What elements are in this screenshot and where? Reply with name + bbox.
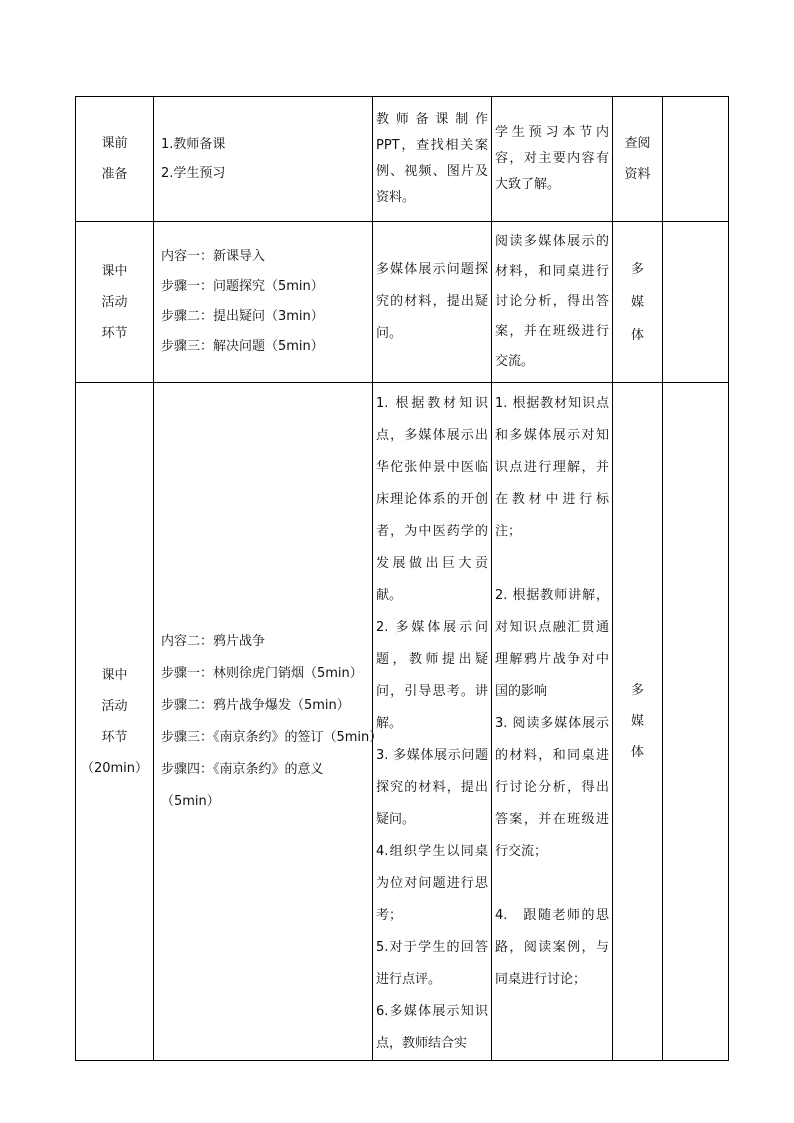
resource-line: 多 <box>630 261 644 277</box>
resource-cell <box>613 97 663 222</box>
resource-line: 查阅 <box>624 136 651 151</box>
stage-cell <box>76 222 154 383</box>
content-cell <box>154 222 373 383</box>
stage-line: 环节 <box>101 729 128 745</box>
teacher-activity-cell <box>373 222 492 383</box>
teacher-activity-cell <box>373 383 492 1061</box>
empty-cell <box>663 222 729 383</box>
stage-line: 准备 <box>101 167 128 182</box>
student-step: 3. 阅读多媒体展示的材料，和同桌进行讨论分析，得出答案，并在班级进行交流； <box>495 716 609 859</box>
content-line: 步骤二：鸦片战争爆发（5min） <box>161 697 350 713</box>
resource-line: 媒 <box>630 714 644 729</box>
content-line: 步骤二：提出疑问（3min） <box>161 309 324 324</box>
teacher-activity-cell <box>373 97 492 222</box>
empty-cell <box>663 97 729 222</box>
stage-line: 课中 <box>101 667 128 683</box>
resource-line: 体 <box>630 745 644 760</box>
resource-line: 资料 <box>624 167 651 182</box>
lesson-plan-table <box>75 96 729 1061</box>
teacher-step: 1. 根据教材知识点，多媒体展示出华佗张仲景中医临床理论体系的开创者，为中医药学的发展做出巨大贡献。 <box>376 396 488 603</box>
table-row-activity-2 <box>76 383 729 1061</box>
content-line: 步骤四：《南京条约》的意义 <box>161 761 324 777</box>
stage-cell <box>76 97 154 222</box>
content-line: 步骤三：解决问题（5min） <box>161 339 324 354</box>
content-cell <box>154 383 383 1061</box>
paragraph-gap <box>495 548 609 580</box>
resource-cell <box>613 383 663 1061</box>
stage-line: 活动 <box>101 698 128 714</box>
content-line: 内容二：鸦片战争 <box>161 633 266 649</box>
teacher-step: 4.组织学生以同桌为位对问题进行思考； <box>376 844 488 923</box>
stage-line: 活动 <box>101 294 128 310</box>
student-activity-text: 学生预习本节内容，对主要内容有大致了解。 <box>495 125 609 192</box>
teacher-activity-text: 教师备课制作PPT，查找相关案例、视频、图片及资料。 <box>376 112 488 205</box>
content-line: 1.教师备课 <box>161 137 226 152</box>
teacher-step: 2. 多媒体展示问题，教师提出疑问，引导思考。讲解。 <box>376 620 488 731</box>
content-cell <box>154 97 373 222</box>
student-step: 2. 根据教师讲解，对知识点融汇贯通理解鸦片战争对中国的影响 <box>495 588 609 699</box>
student-activity-cell <box>492 222 613 383</box>
content-line: 步骤一：问题探究（5min） <box>161 279 324 294</box>
stage-cell <box>76 383 154 1061</box>
resource-cell <box>613 222 663 383</box>
content-line: （5min） <box>161 793 220 809</box>
content-line: 内容一：新课导入 <box>161 249 266 264</box>
stage-line: 课前 <box>101 136 128 151</box>
teacher-activity-text: 多媒体展示问题探究的材料，提出疑问。 <box>376 262 488 341</box>
table-row-preparation <box>76 97 729 222</box>
resource-line: 多 <box>630 683 644 698</box>
student-step: 1. 根据教材知识点和多媒体展示对知识点进行理解，并在教材中进行标注； <box>495 396 609 539</box>
student-activity-cell <box>492 383 613 1061</box>
table-row-activity-1 <box>76 222 729 383</box>
student-step: 4. 跟随老师的思路，阅读案例，与同桌进行讨论； <box>495 908 609 987</box>
teacher-step: 6.多媒体展示知识点，教师结合实 <box>376 1004 488 1051</box>
content-line: 步骤三：《南京条约》的签订（5min） <box>161 729 383 745</box>
teacher-step: 3. 多媒体展示问题探究的材料，提出疑问。 <box>376 748 488 827</box>
stage-line: 课中 <box>101 263 128 279</box>
content-line: 步骤一：林则徐虎门销烟（5min） <box>161 665 363 681</box>
stage-line: 环节 <box>101 325 128 341</box>
student-activity-text: 阅读多媒体展示的材料，和同桌进行讨论分析，得出答案，并在班级进行交流。 <box>495 234 609 369</box>
resource-line: 体 <box>630 327 644 343</box>
content-line: 2.学生预习 <box>161 166 226 181</box>
paragraph-gap <box>495 868 609 900</box>
teacher-step: 5.对于学生的回答进行点评。 <box>376 940 488 987</box>
stage-line: （20min） <box>80 760 149 776</box>
empty-cell <box>663 383 729 1061</box>
resource-line: 媒 <box>630 294 644 310</box>
student-activity-cell <box>492 97 613 222</box>
